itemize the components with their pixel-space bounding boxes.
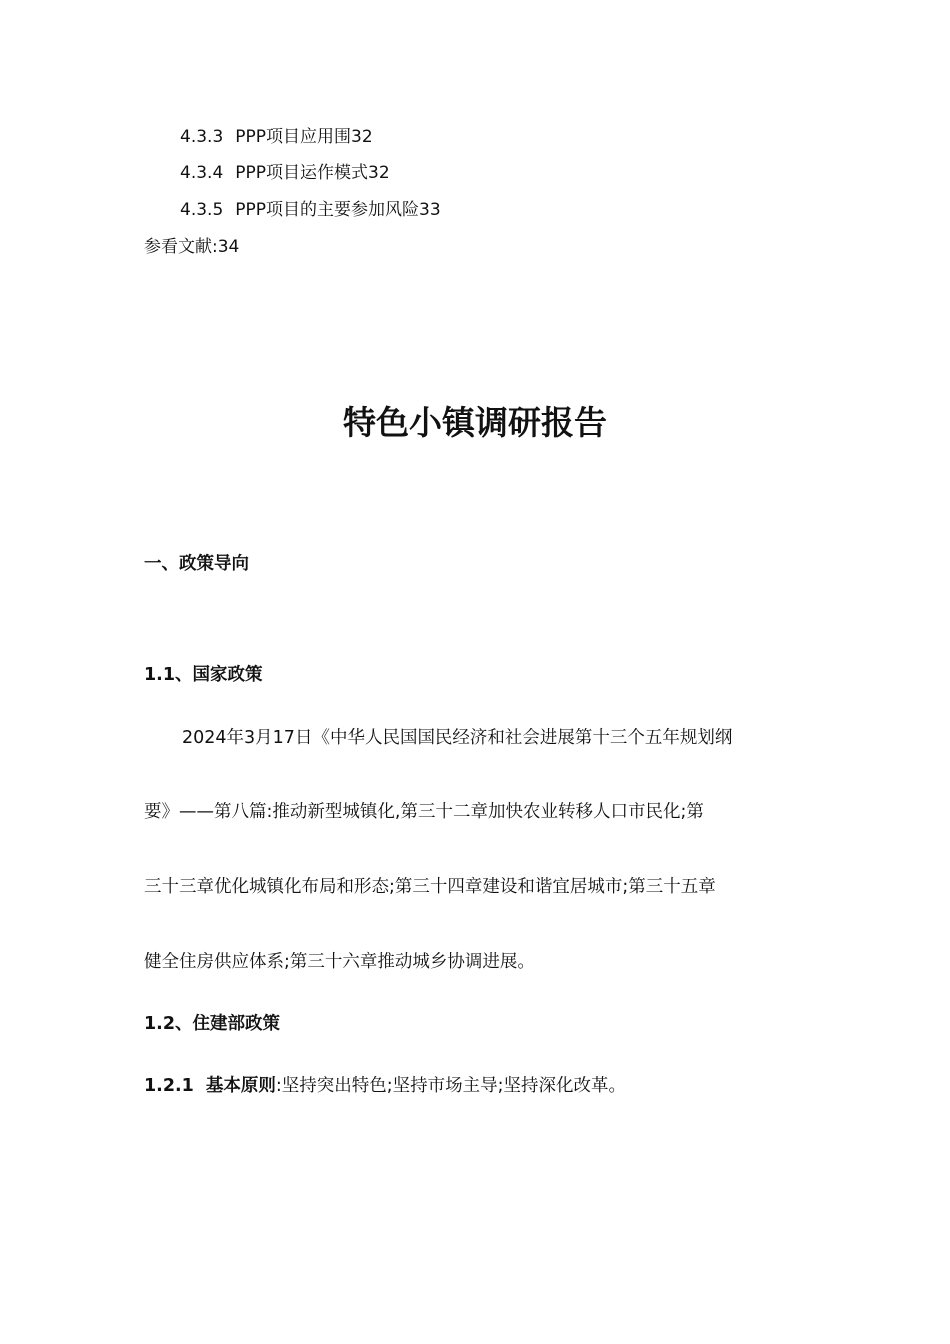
toc-item-title: PPP项目应用围 — [235, 127, 352, 147]
toc-item-page: 32 — [368, 163, 390, 183]
toc-item-number: 4.3.3 — [180, 127, 224, 147]
paragraph-line: 2024年3月17日《中华人民国国民经济和社会进展第十三个五年规划纲 — [182, 728, 733, 748]
toc-item-title: PPP项目运作模式 — [235, 163, 369, 183]
item-text: :坚持突出特色;坚持市场主导;坚持深化改革。 — [275, 1076, 627, 1096]
principles-line — [144, 1074, 814, 1098]
toc-item[interactable] — [180, 161, 390, 185]
toc-references[interactable] — [144, 235, 239, 259]
toc-item[interactable] — [180, 198, 441, 222]
paragraph-line: 要》——第八篇:推动新型城镇化,第三十二章加快农业转移人口市民化;第 — [144, 802, 704, 822]
toc-item-number: 4.3.5 — [180, 200, 224, 220]
toc-item-page: 32 — [351, 127, 373, 147]
item-label: 基本原则 — [205, 1076, 276, 1096]
item-number: 1.2.1 — [144, 1076, 194, 1096]
references-page: 34 — [217, 237, 240, 257]
subsection-heading: 1.2、住建部政策 — [144, 1014, 281, 1034]
subsection-heading: 1.1、国家政策 — [144, 665, 263, 685]
toc-item-title: PPP项目的主要参加风险 — [235, 200, 420, 220]
paragraph-line: 健全住房供应体系;第三十六章推动城乡协调进展。 — [144, 952, 535, 972]
toc-item-page: 33 — [419, 200, 441, 220]
document-title: 特色小镇调研报告 — [343, 403, 607, 442]
toc-item[interactable] — [180, 125, 373, 149]
section-heading: 一、政策导向 — [144, 554, 249, 574]
references-label: 参看文献: — [144, 237, 218, 257]
paragraph-line: 三十三章优化城镇化布局和形态;第三十四章建设和谐宜居城市;第三十五章 — [144, 877, 716, 897]
toc-item-number: 4.3.4 — [180, 163, 224, 183]
